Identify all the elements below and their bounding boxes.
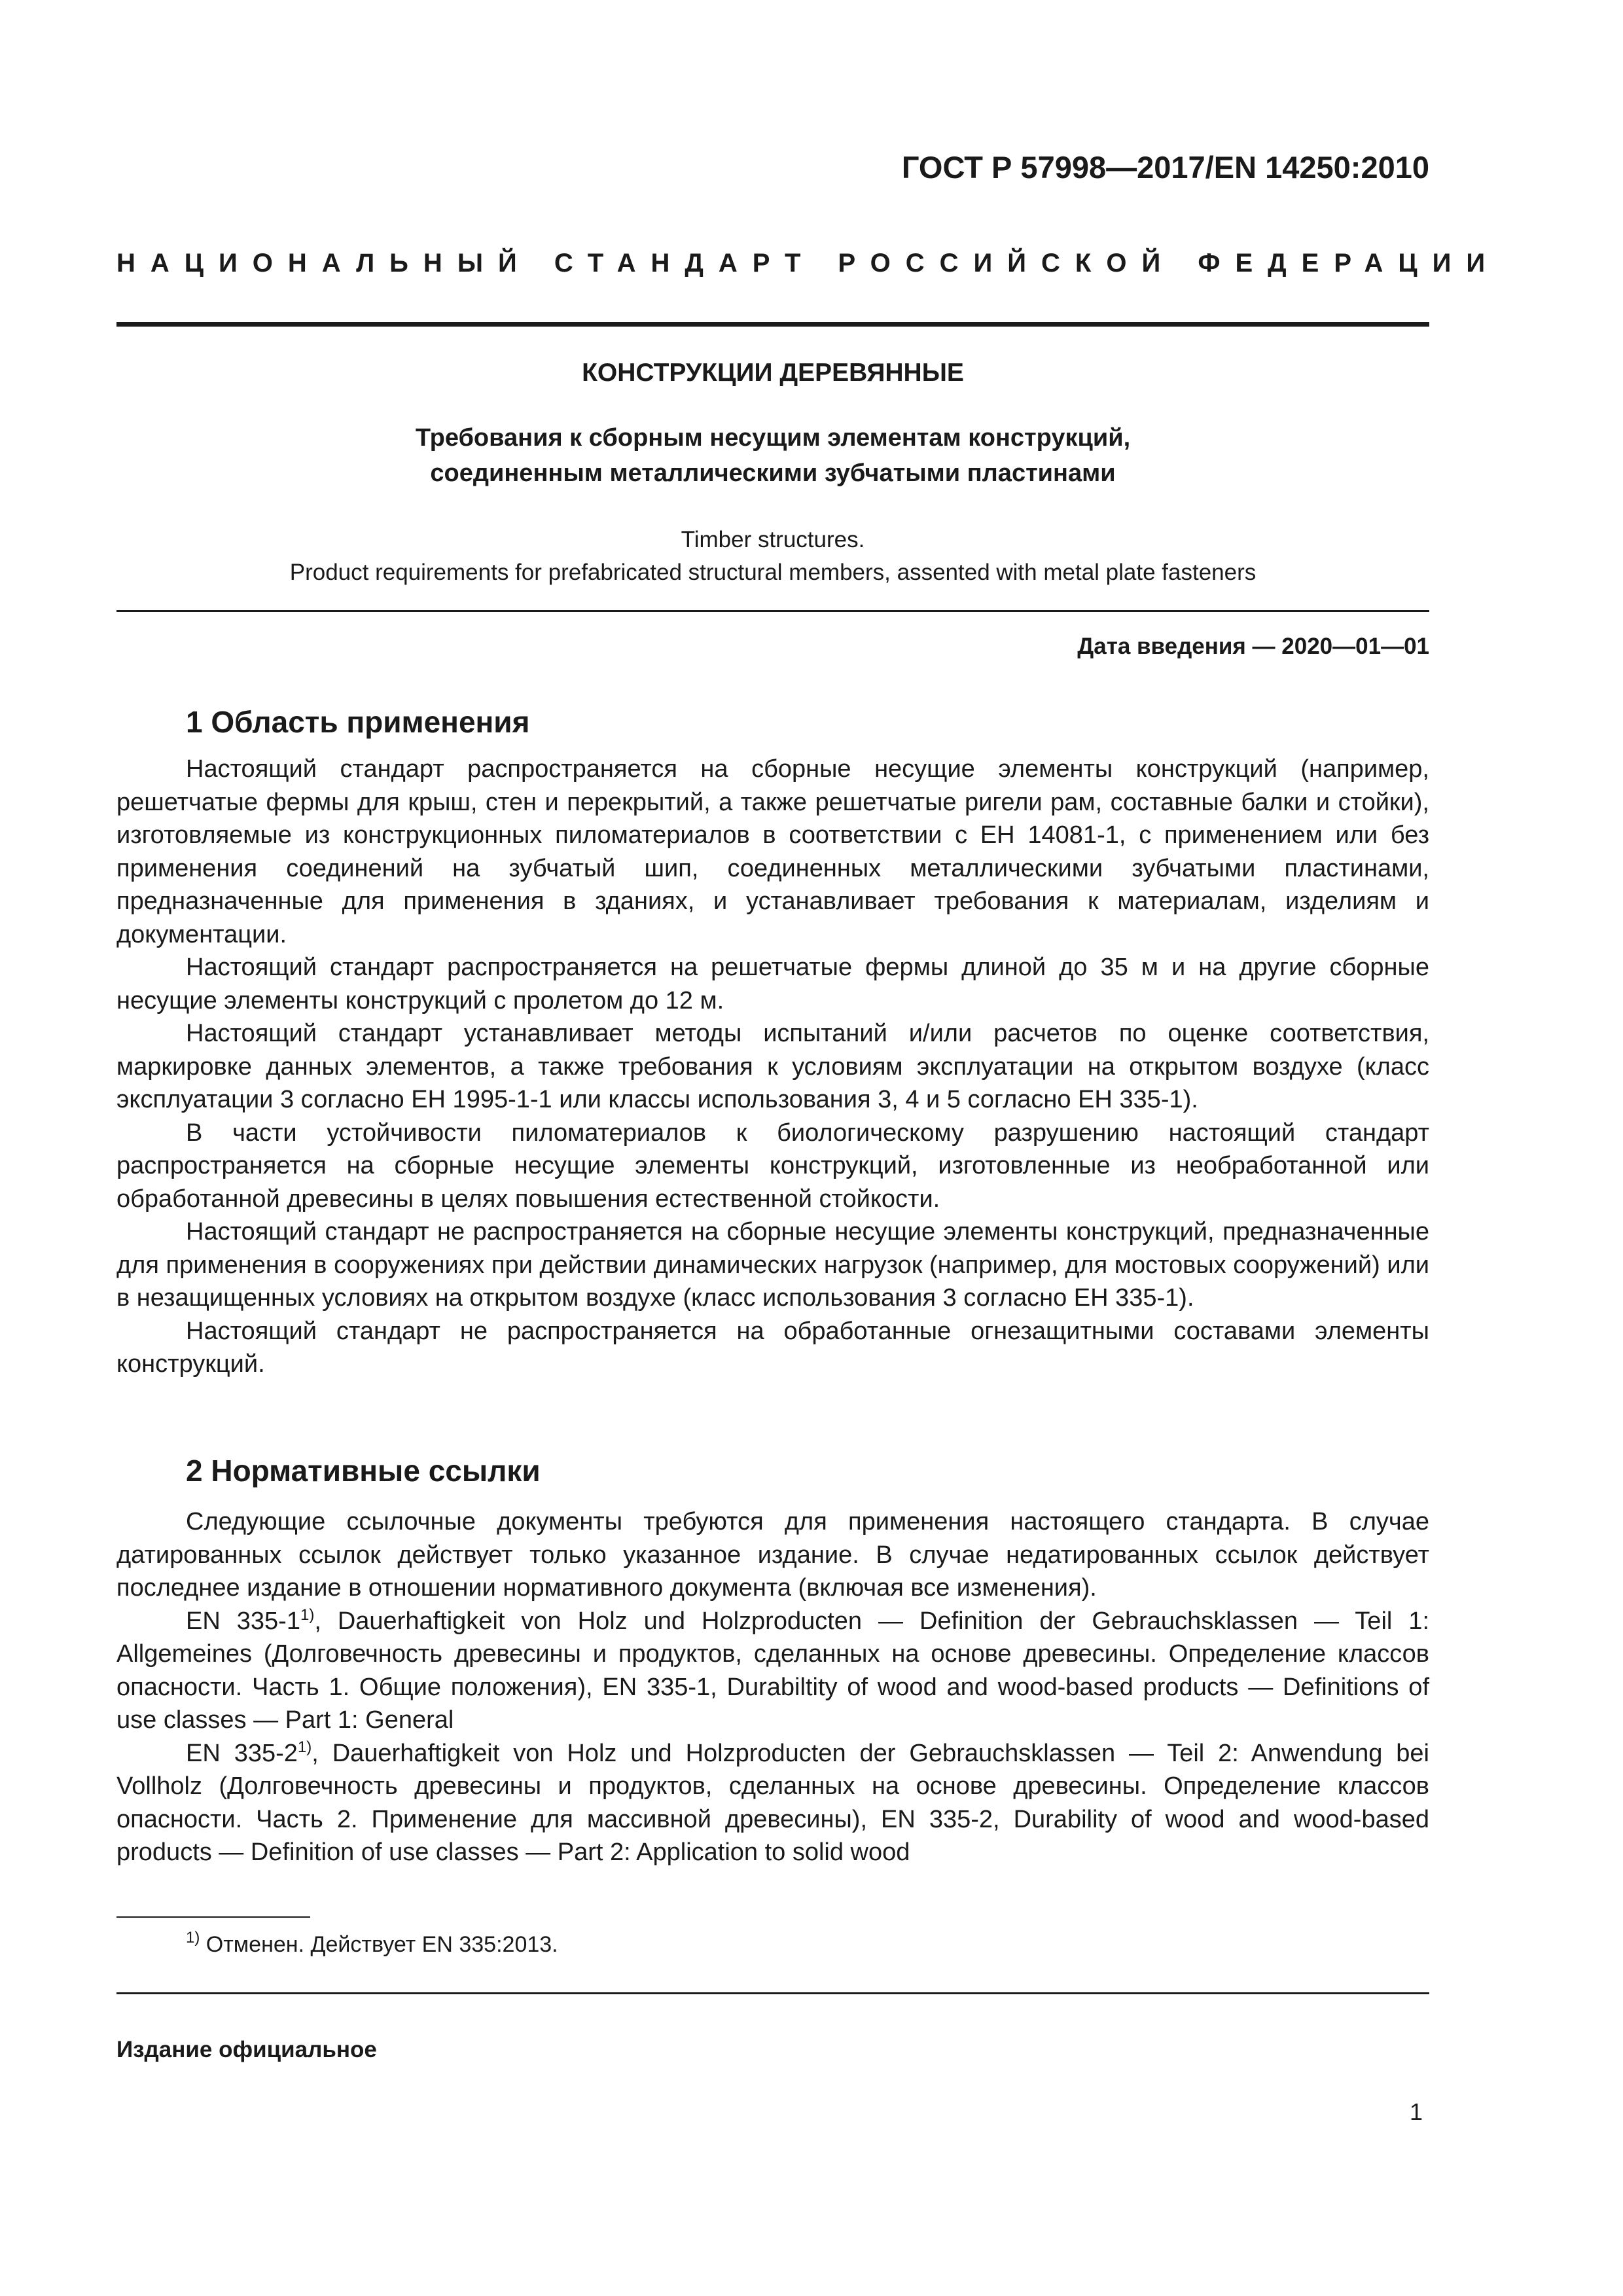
footnote-divider	[116, 1916, 310, 1918]
section-2-heading: 2 Нормативные ссылки	[186, 1454, 541, 1488]
gost-code: ГОСТ Р 57998—2017/EN 14250:2010	[901, 150, 1429, 185]
title-divider	[116, 610, 1429, 612]
official-edition-label: Издание официальное	[116, 2037, 377, 2062]
reference-item	[116, 1605, 1429, 1737]
reference-item	[116, 1737, 1429, 1869]
national-standard-heading: НАЦИОНАЛЬНЫЙ СТАНДАРТ РОССИЙСКОЙ ФЕДЕРАЦИИ	[116, 249, 1501, 278]
section-1-heading: 1 Область применения	[186, 705, 530, 739]
paragraph: Настоящий стандарт не распространяется на сборные несущие элементы конструкций, предназначенные для применения в сооружениях при действии динамических нагрузок (например, для мостовых сооружений) или в незащищенных условиях на открытом воздухе (класс использования 3 согласно ЕН 335-1).	[116, 1218, 1429, 1312]
reference-text: , Dauerhaftigkeit von Holz und Holzproducten — Definition der Gebrauchsklassen — Teil 1: Allgemeines (Долговечность древесины и продуктов, сделанных на основе древесины. Определение классов опасности. Часть 1. Общие положения), EN 335-1, Durabiltity of wood and wood-based products — Definitions of use classes — Part 1: General	[116, 1607, 1429, 1734]
subtitle-line-1: Требования к сборным несущим элементам конструкций,	[415, 424, 1131, 452]
footer-divider	[116, 1992, 1429, 1994]
paragraph: Следующие ссылочные документы требуются для применения настоящего стандарта. В случае датированных ссылок действует только указанное издание. В случае недатированных ссылок действует последнее издание в отношении нормативного документа (включая все изменения).	[116, 1508, 1429, 1602]
reference-code: EN 335-1	[186, 1607, 300, 1635]
footnote-marker: 1)	[300, 1605, 315, 1624]
footnote	[186, 1929, 558, 1958]
english-title-line-1: Timber structures.	[681, 527, 865, 552]
footnote-text: Отменен. Действует EN 335:2013.	[200, 1932, 558, 1957]
paragraph: Настоящий стандарт распространяется на решетчатые фермы длиной до 35 м и на другие сборные несущие элементы конструкций с пролетом до 12 м.	[116, 954, 1429, 1014]
document-title: КОНСТРУКЦИИ ДЕРЕВЯННЫЕ	[582, 359, 964, 387]
section-2-body	[116, 1505, 1429, 1869]
english-title	[116, 524, 1429, 589]
english-title-line-2: Product requirements for prefabricated structural members, assented with metal plate fasteners	[289, 560, 1257, 585]
introduction-date: Дата введения — 2020—01—01	[1077, 634, 1429, 659]
footnote-marker: 1)	[297, 1738, 312, 1756]
paragraph: Настоящий стандарт не распространяется на обработанные огнезащитными составами элементы конструкций.	[116, 1317, 1429, 1378]
section-1-body	[116, 753, 1429, 1381]
footnote-marker: 1)	[186, 1929, 200, 1946]
document-page	[116, 0, 1501, 2296]
paragraph: В части устойчивости пиломатериалов к биологическому разрушению настоящий стандарт распространяется на сборные несущие элементы конструкций, изготовленные из необработанной или обработанной древесины в целях повышения естественной стойкости.	[116, 1119, 1429, 1213]
page-number: 1	[1409, 2098, 1423, 2125]
header-divider	[116, 322, 1429, 327]
subtitle-line-2: соединенным металлическими зубчатыми пластинами	[430, 459, 1116, 487]
reference-text: , Dauerhaftigkeit von Holz und Holzproducten der Gebrauchsklassen — Teil 2: Anwendung bei Vollholz (Долговечность древесины и продуктов, сделанных на основе древесины. Определение классов опасности. Часть 2. Применение для массивной древесины), EN 335-2, Durability of wood and wood-based products — Definition of use classes — Part 2: Application to solid wood	[116, 1739, 1429, 1866]
paragraph: Настоящий стандарт распространяется на сборные несущие элементы конструкций (например, решетчатые фермы для крыш, стен и перекрытий, а также решетчатые ригели рам, составные балки и стойки), изготовляемые из конструкционных пиломатериалов в соответствии с ЕН 14081-1, с применением или без применения соединений на зубчатый шип, соединенных металлическими зубчатыми пластинами, предназначенные для применения в зданиях, и устанавливает требования к материалам, изделиям и документации.	[116, 755, 1429, 948]
paragraph: Настоящий стандарт устанавливает методы испытаний и/или расчетов по оценке соответствия, маркировке данных элементов, а также требования к условиям эксплуатации на открытом воздухе (класс эксплуатации 3 согласно ЕН 1995-1-1 или классы использования 3, 4 и 5 согласно ЕН 335-1).	[116, 1020, 1429, 1113]
document-subtitle	[116, 420, 1429, 491]
reference-code: EN 335-2	[186, 1739, 298, 1767]
